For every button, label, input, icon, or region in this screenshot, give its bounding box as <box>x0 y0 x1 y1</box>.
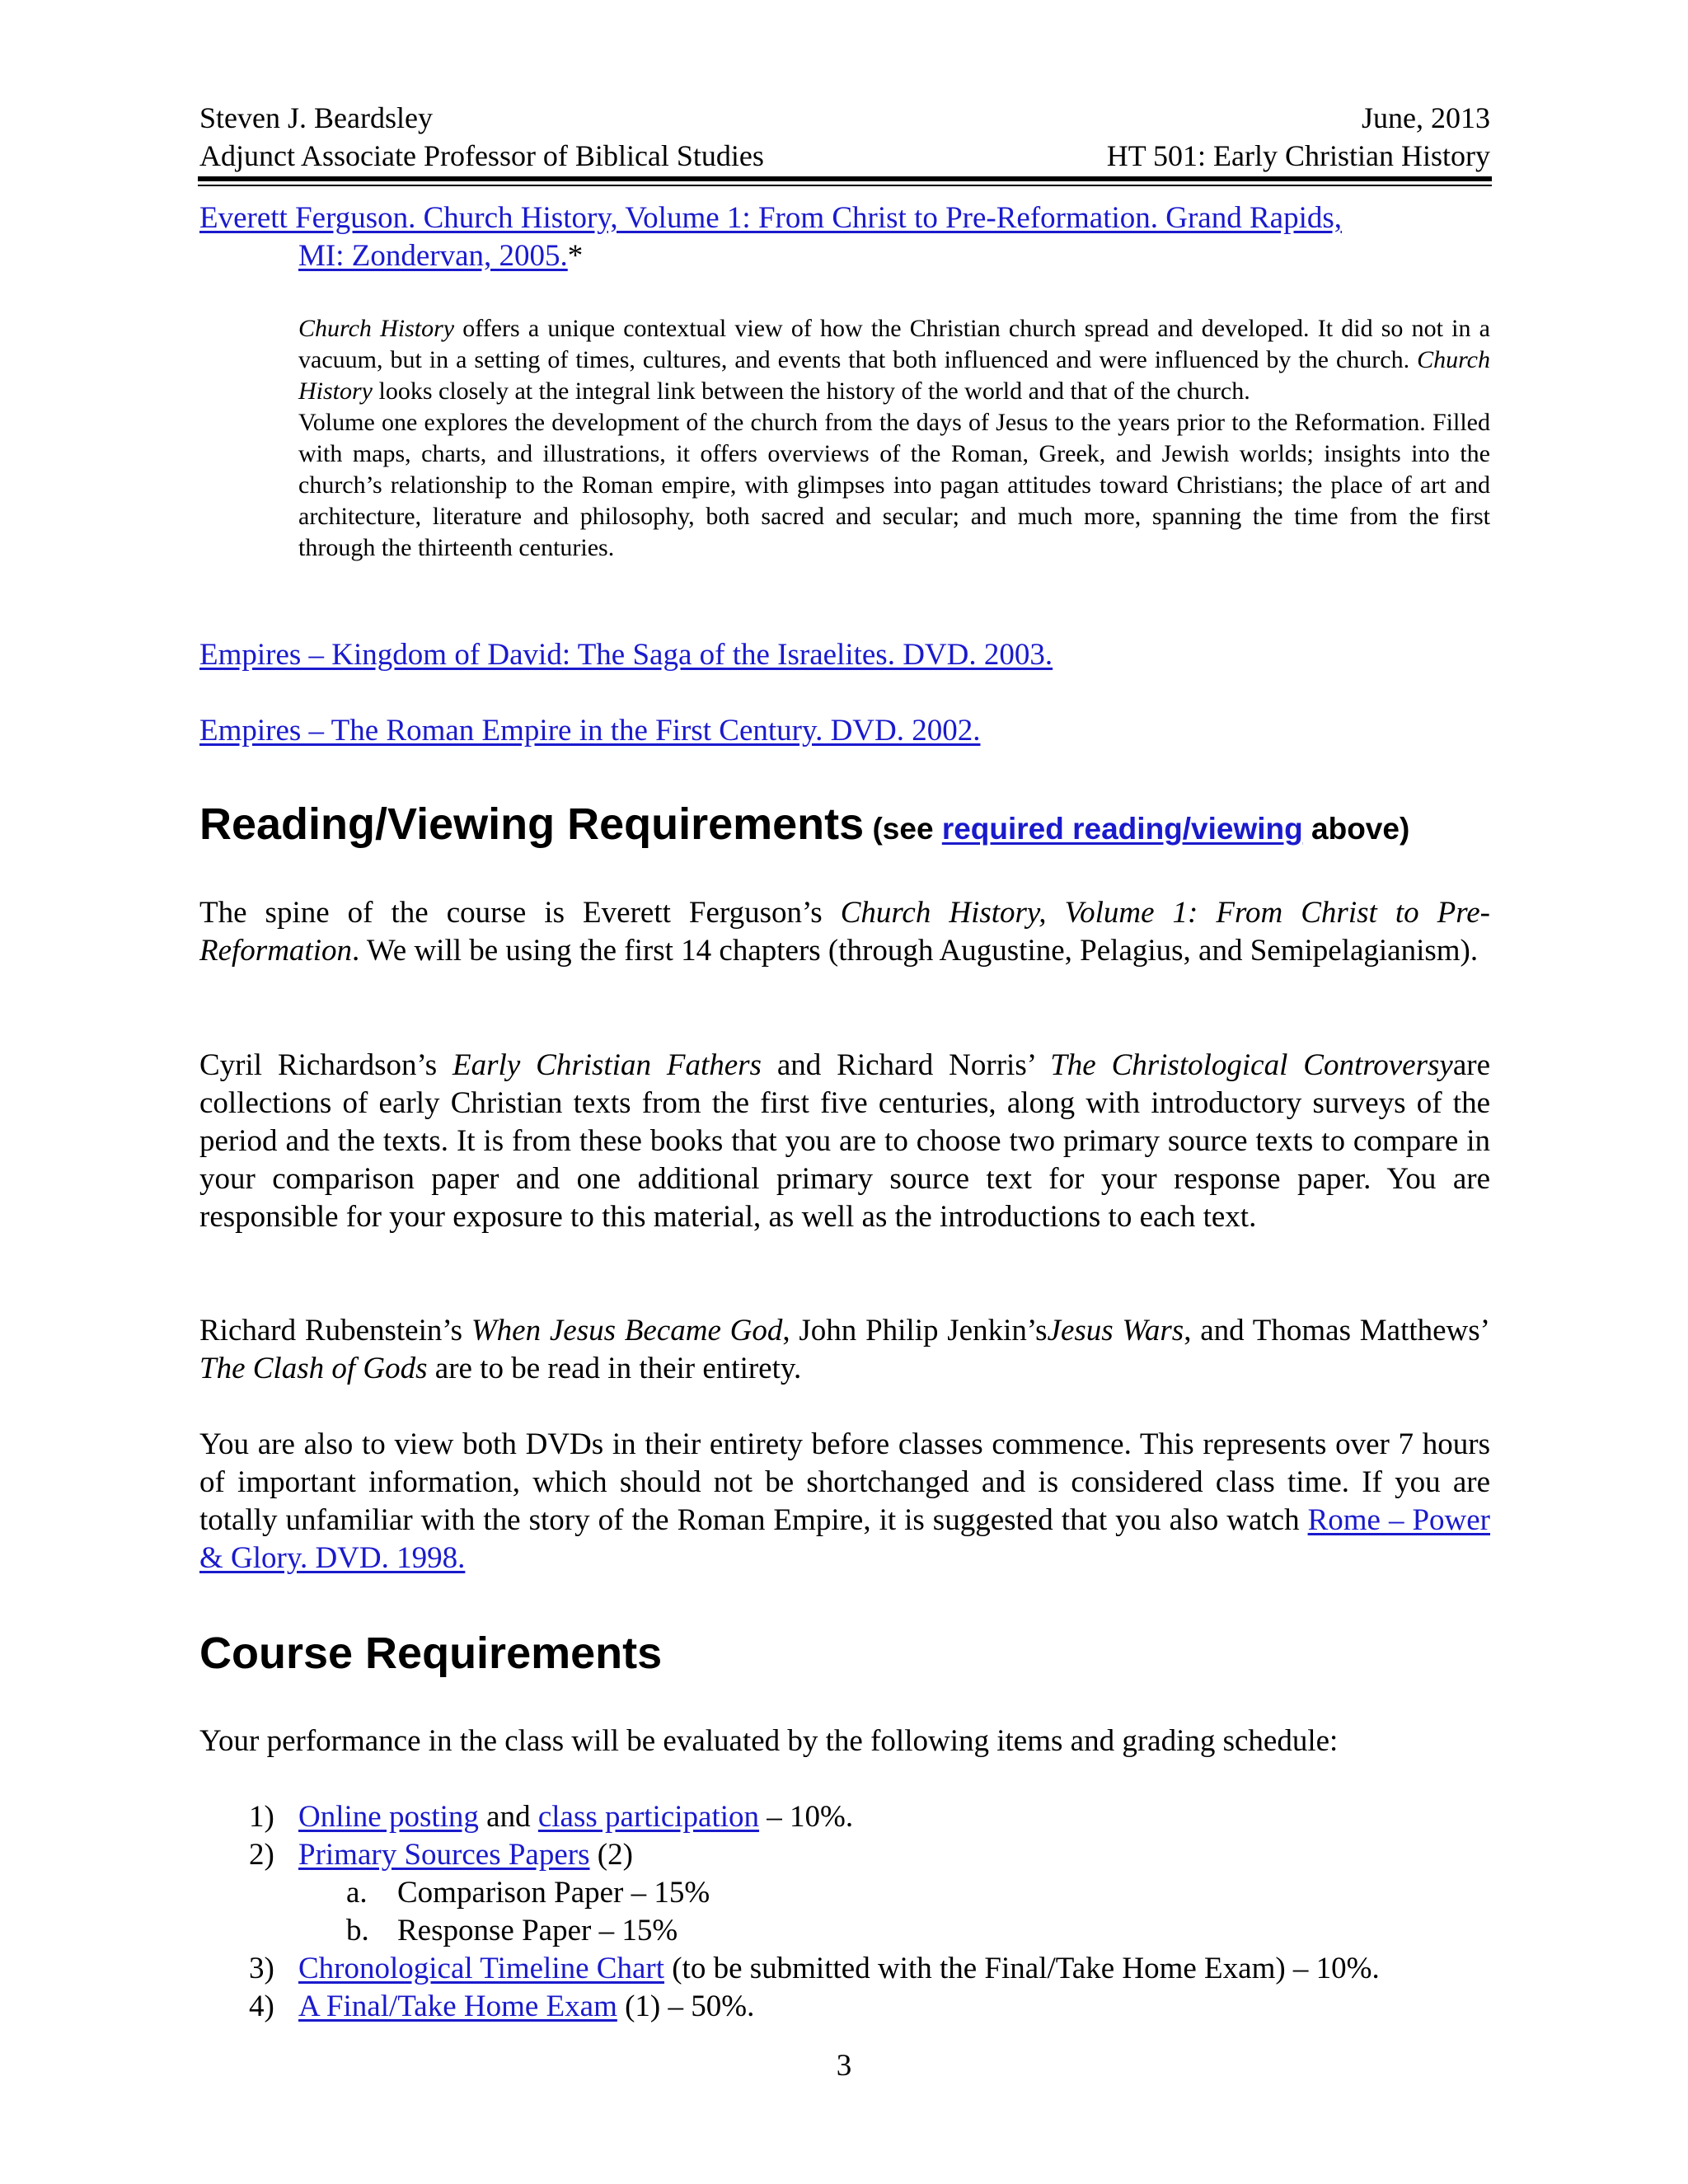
header-position: Adjunct Associate Professor of Biblical Studies <box>199 139 764 172</box>
book-title: Jesus Wars <box>1047 1314 1184 1347</box>
ferguson-link-cont[interactable]: MI: Zondervan, 2005. <box>298 239 568 273</box>
dvd-david-link[interactable]: Empires – Kingdom of David: The Saga of the Israelites. DVD. 2003. <box>199 638 1053 672</box>
grading-list <box>199 1798 1490 2026</box>
class-participation-link[interactable]: class participation <box>537 1800 760 1834</box>
citation-ferguson <box>199 199 1490 275</box>
list-letter: a. <box>346 1876 368 1910</box>
page-number: 3 <box>836 2049 852 2083</box>
required-marker: * <box>567 239 584 273</box>
course-section-heading <box>199 1627 662 1680</box>
section-title: Reading/Viewing Requirements <box>199 799 865 849</box>
heading-note: (see <box>864 812 942 846</box>
list-item <box>199 1988 1490 2026</box>
annotation-paragraph-2: Volume one explores the development of the church from the days of Jesus to the years prior to the Reformation. Filled with maps, charts, and illustrations, it offers overviews of the Roman, Greek, and Jewish worlds; insights into the church’s relationship to the Roman empire, with glimpses into pagan attitudes toward Christians; the place of art and architecture, literature and philosophy, both sacred and secular; and much more, spanning the time from the first through the thirteenth centuries. <box>298 409 1490 561</box>
text: The spine of the course is Everett Ferguson’s <box>199 896 841 930</box>
primary-sources-papers-link[interactable]: Primary Sources Papers <box>298 1838 590 1872</box>
reading-paragraph-1 <box>199 894 1490 970</box>
header-divider-thin <box>198 185 1492 186</box>
ferguson-annotation <box>298 313 1490 564</box>
online-posting-link[interactable]: Online posting <box>298 1800 479 1834</box>
list-subitem <box>199 1912 1490 1950</box>
text: (2) <box>589 1838 633 1872</box>
book-title: Church History, Volume 1: From Christ to Pre-Reformation <box>199 896 1490 968</box>
reading-paragraph-4 <box>199 1426 1490 1577</box>
annotation-text: looks closely at the integral link between the history of the world and that of the church. <box>373 377 1250 405</box>
text: . We will be using the first 14 chapters (through Augustine, Pelagius, and Semipelagianism). <box>351 934 1479 968</box>
header-author: Steven J. Beardsley <box>199 101 433 134</box>
text: (1) – 50%. <box>617 1990 755 2023</box>
book-title: Early Christian Fathers <box>452 1048 762 1082</box>
text: – 10%. <box>759 1800 854 1834</box>
list-item <box>199 1836 1490 1874</box>
intro-text: Your performance in the class will be evaluated by the following items and grading schedule: <box>199 1724 1339 1758</box>
required-reading-link[interactable]: required reading/viewing <box>941 812 1303 846</box>
list-letter: b. <box>346 1914 369 1947</box>
book-title: The Clash of Gods <box>199 1352 428 1385</box>
list-item <box>199 1950 1490 1988</box>
list-number: 4) <box>249 1990 274 2023</box>
book-title: Church History <box>298 315 455 342</box>
list-subitem <box>199 1874 1490 1912</box>
citation-dvd-david <box>199 636 1490 674</box>
header-date: June, 2013 <box>1362 101 1490 134</box>
text: and <box>478 1800 538 1834</box>
book-title: When Jesus Became God <box>471 1314 783 1347</box>
text: are collections of early Christian texts from the first five centuries, along with introductory surveys of the period and the texts. It is from these books that you are to choose two primary source texts to compare in your comparison paper and one additional primary source text for your response paper. You are responsible for your exposure to this material, as well as the introductions to each text. <box>199 1048 1490 1234</box>
citation-dvd-rome <box>199 712 1490 750</box>
annotation-text: offers a unique contextual view of how the Christian church spread and developed. It did so not in a vacuum, but in a setting of times, cultures, and events that both influenced and were influenced by the church. <box>298 315 1490 373</box>
text: You are also to view both DVDs in their entirety before classes commence. This represents over 7 hours of important information, which should not be shortchanged and is considered class time. If you are totally unfamiliar with the story of the Roman Empire, it is suggested that you also watch <box>199 1427 1490 1537</box>
text: Comparison Paper – 15% <box>397 1876 710 1910</box>
rome-power-glory-link[interactable]: Rome – Power & Glory. DVD. 1998. <box>199 1503 1490 1575</box>
reading-paragraph-3 <box>199 1312 1490 1388</box>
reading-section-heading <box>199 798 1409 855</box>
text: Richard Rubenstein’s <box>199 1314 471 1347</box>
section-title: Course Requirements <box>199 1629 663 1678</box>
text: are to be read in their entirety. <box>427 1352 802 1385</box>
final-exam-link[interactable]: A Final/Take Home Exam <box>298 1990 617 2023</box>
annotation-paragraph-1 <box>298 313 1490 407</box>
list-number: 1) <box>249 1800 274 1834</box>
course-intro <box>199 1722 1490 1760</box>
ferguson-link[interactable]: Everett Ferguson. Church History, Volume 1: From Christ to Pre-Reformation. Grand Rapids, <box>199 201 1343 235</box>
text: , and Thomas Matthews’ <box>1184 1314 1490 1347</box>
header-course: HT 501: Early Christian History <box>1106 139 1490 172</box>
list-item <box>199 1798 1490 1836</box>
text: and Richard Norris’ <box>761 1048 1051 1082</box>
text: (to be submitted with the Final/Take Home Exam) – 10%. <box>663 1952 1380 1985</box>
text: , John Philip Jenkin’s <box>782 1314 1048 1347</box>
text: Response Paper – 15% <box>397 1914 678 1947</box>
timeline-chart-link[interactable]: Chronological Timeline Chart <box>298 1952 664 1985</box>
book-title: Church History <box>298 346 1490 405</box>
book-title: The Christological Controversy <box>1050 1048 1453 1082</box>
heading-note: above) <box>1302 812 1410 846</box>
list-number: 2) <box>249 1838 274 1872</box>
header-divider <box>198 176 1492 181</box>
reading-paragraph-2 <box>199 1047 1490 1236</box>
dvd-roman-empire-link[interactable]: Empires – The Roman Empire in the First Century. DVD. 2002. <box>199 714 981 748</box>
text: Cyril Richardson’s <box>199 1048 453 1082</box>
list-number: 3) <box>249 1952 274 1985</box>
